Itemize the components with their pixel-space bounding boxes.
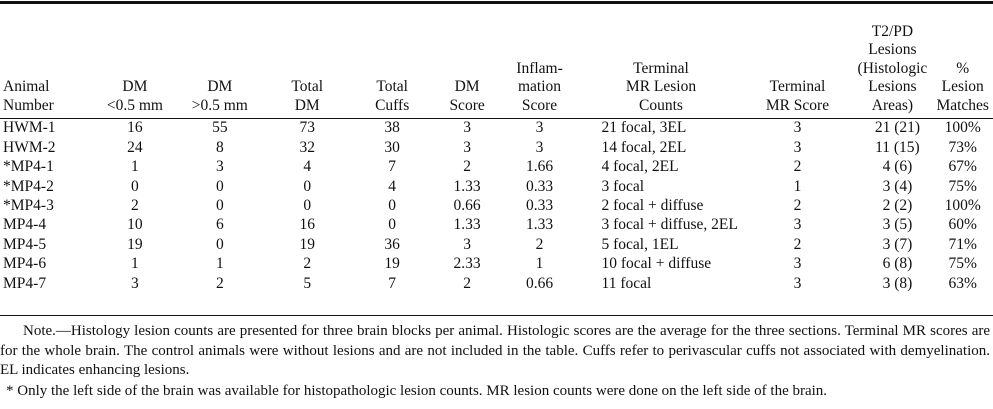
table-row xyxy=(0,158,993,177)
table-cell: 2 xyxy=(215,274,224,292)
table-cell: 0.66 xyxy=(525,274,554,292)
table-cell: 3 xyxy=(535,138,544,156)
table-cell: 71% xyxy=(948,235,977,253)
table-cell: 2 xyxy=(463,158,471,176)
table-cell: 2 xyxy=(793,235,802,253)
table-cell: 1 xyxy=(793,177,802,195)
table-cell: 11 focal xyxy=(601,274,652,292)
table-cell: 3 xyxy=(793,119,802,137)
table-cell: 4 (6) xyxy=(882,158,913,176)
table-cell: MP4-5 xyxy=(3,235,47,253)
table-cell: 3 xyxy=(793,274,802,292)
table-row xyxy=(0,235,993,254)
table-cell: 73% xyxy=(948,138,977,156)
col-header: Total Cuffs xyxy=(375,78,410,114)
table-cell: 2 xyxy=(131,197,139,214)
col-header: DM <0.5 mm xyxy=(106,78,163,114)
table-cell: 3 xyxy=(535,119,544,137)
table-cell: 3 (4) xyxy=(882,177,913,195)
table-cell: 8 xyxy=(215,138,224,156)
table-cell: 0 xyxy=(215,197,224,214)
table-cell: 10 focal + diffuse xyxy=(601,255,712,273)
table-cell: 3 xyxy=(793,138,802,156)
table-cell: 55 xyxy=(212,119,228,137)
table-cell: 1 xyxy=(131,255,139,273)
table-cell: 0.33 xyxy=(525,177,554,195)
table-cell: 60% xyxy=(948,216,977,234)
table-cell: 3 (7) xyxy=(882,235,913,253)
table-cell: 14 focal, 2EL xyxy=(601,138,687,156)
table-cell: 2.33 xyxy=(453,255,481,273)
table-cell: 2 focal + diffuse xyxy=(601,197,704,214)
table-cell: 73 xyxy=(299,119,315,137)
col-header: Terminal MR Score xyxy=(765,78,830,114)
table-cell: 7 xyxy=(388,274,397,292)
table-cell: 1 xyxy=(131,158,139,176)
table-cell: 11 (15) xyxy=(875,138,920,156)
note-text: Note.—Histology lesion counts are presented for three brain blocks per animal. Histologic scores are the average for the three sections. Terminal MR scores are for the whole brain. The control animals were without lesions and are not included in the table. Cuffs refer to perivascular cuffs not associated with demyelination. EL indicates enhancing lesions. xyxy=(0,323,990,378)
table-cell: 1.33 xyxy=(453,177,481,195)
table-cell: 3 xyxy=(463,235,471,253)
table-cell: MP4-7 xyxy=(3,274,47,292)
table-cell: 63% xyxy=(948,274,977,292)
table-cell: 1.33 xyxy=(453,216,481,234)
table-cell: MP4-4 xyxy=(3,216,47,234)
table-cell: 2 xyxy=(535,235,544,253)
table-cell: 5 xyxy=(303,274,312,292)
table-cell: 4 xyxy=(388,177,397,195)
table-cell: 16 xyxy=(127,119,143,137)
table-cell: *MP4-3 xyxy=(3,197,54,214)
table-cell: 0 xyxy=(303,197,312,214)
table-cell: 6 xyxy=(215,216,224,234)
table-body xyxy=(0,117,993,294)
table-row xyxy=(0,138,993,157)
table-cell: 2 xyxy=(793,197,802,214)
table-cell: 3 (5) xyxy=(882,216,913,234)
col-header: Total DM xyxy=(291,78,324,114)
table-cell: 0 xyxy=(388,216,397,234)
table-cell: 1.66 xyxy=(525,158,554,176)
table-cell: 0.66 xyxy=(453,197,481,214)
table-cell: 3 xyxy=(793,255,802,273)
lesion-table xyxy=(0,4,993,294)
table-cell: 3 xyxy=(131,274,139,292)
table-cell: 3 xyxy=(463,138,471,156)
table-cell: 21 (21) xyxy=(874,119,921,137)
table-cell: 38 xyxy=(384,119,400,137)
footnote-text: * Only the left side of the brain was available for histopathologic lesion counts. MR lesion counts were done on the left side of the brain. xyxy=(6,382,828,399)
table-cell: 4 focal, 2EL xyxy=(601,158,679,176)
table-cell: 19 xyxy=(299,235,315,253)
table-row xyxy=(0,197,993,216)
table-cell: 2 xyxy=(303,255,312,273)
table-cell: 19 xyxy=(127,235,143,253)
table-cell: 75% xyxy=(948,255,977,273)
table-cell: 1.33 xyxy=(525,216,554,234)
table-row xyxy=(0,255,993,274)
table-cell: 4 xyxy=(303,158,312,176)
table-cell: 2 xyxy=(463,274,471,292)
table-cell: MP4-6 xyxy=(3,255,47,273)
table-cell: *MP4-2 xyxy=(3,177,54,195)
table-cell: 2 (2) xyxy=(882,197,913,214)
table-row xyxy=(0,216,993,235)
table-cell: 5 focal, 1EL xyxy=(601,235,679,253)
table-row xyxy=(0,274,993,293)
table-cell: 0 xyxy=(303,177,312,195)
table-cell: 3 xyxy=(463,119,471,137)
table-cell: 3 (8) xyxy=(882,274,913,292)
table-notes xyxy=(0,322,993,401)
table-cell: 3 xyxy=(215,158,224,176)
table-row xyxy=(0,177,993,196)
header-row xyxy=(0,4,993,117)
table-cell: 24 xyxy=(127,138,143,156)
col-header: Inflam- mation Score xyxy=(516,59,563,114)
col-header: DM Score xyxy=(449,78,485,114)
table-cell: 1 xyxy=(215,255,224,273)
table-cell: 10 xyxy=(127,216,143,234)
col-header: % Lesion Matches xyxy=(936,59,989,114)
col-header: Terminal MR Lesion Counts xyxy=(625,59,697,114)
table-cell: 21 focal, 3EL xyxy=(601,119,687,137)
table-cell: HWM-2 xyxy=(3,138,56,156)
table-cell: 67% xyxy=(948,158,977,176)
table-cell: 3 xyxy=(793,216,802,234)
table-cell: 1 xyxy=(535,255,544,273)
table-cell: 2 xyxy=(793,158,802,176)
table-cell: 0 xyxy=(388,197,397,214)
table-cell: 36 xyxy=(384,235,400,253)
table-cell: 0 xyxy=(215,235,224,253)
table-cell: 16 xyxy=(299,216,315,234)
table-cell: 3 focal + diffuse, 2EL xyxy=(601,216,738,234)
col-header: T2/PD Lesions (Histologic Lesions Areas) xyxy=(857,22,928,114)
table-cell: 75% xyxy=(948,177,977,195)
table-cell: 19 xyxy=(384,255,400,273)
table-cell: 0 xyxy=(215,177,224,195)
table-cell: *MP4-1 xyxy=(3,158,54,176)
table-cell: HWM-1 xyxy=(3,119,56,137)
table-cell: 30 xyxy=(384,138,400,156)
table-cell: 3 focal xyxy=(601,177,645,195)
table-cell: 0 xyxy=(131,177,139,195)
col-header: DM >0.5 mm xyxy=(191,78,248,114)
table-cell: 100% xyxy=(944,197,981,214)
table-cell: 32 xyxy=(299,138,315,156)
table-cell: 6 (8) xyxy=(882,255,913,273)
bottom-rule xyxy=(0,315,993,316)
table-row xyxy=(0,117,993,138)
col-header: Animal Number xyxy=(3,78,54,114)
table-cell: 100% xyxy=(944,119,981,137)
table-cell: 7 xyxy=(388,158,397,176)
table-cell: 0.33 xyxy=(525,197,554,214)
